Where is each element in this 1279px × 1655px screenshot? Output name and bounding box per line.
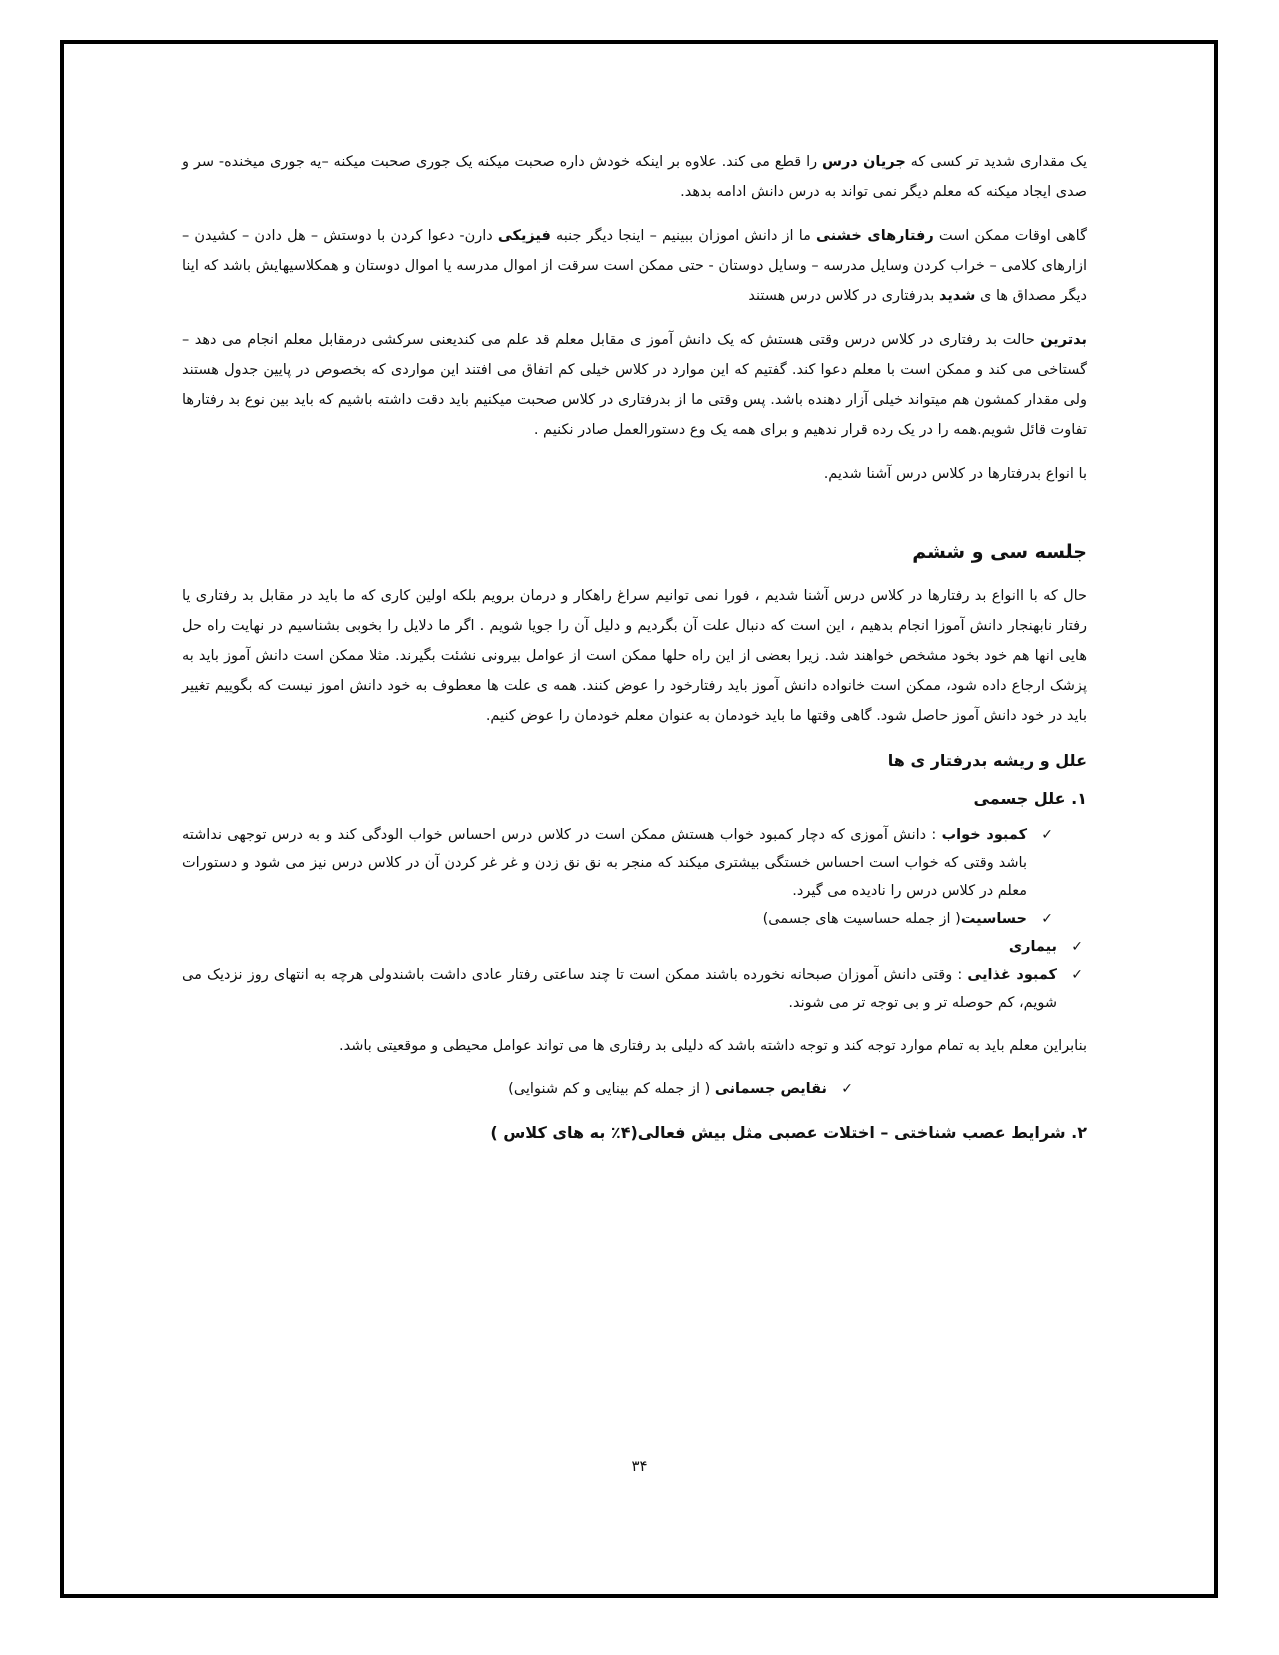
- bold-term: بدترین: [1040, 332, 1087, 348]
- text: دارن- دعوا کردن با دوستش – هل دادن – کشیدن – ازارهای کلامی – خراب کردن وسایل مدرسه – وسایل دوستان - حتی ممکن است سرقت از اموال مدرسه یا اموال دوستان و همکلاسیهایش باشد که اینا دیگر مصداق ها ی: [182, 228, 1087, 304]
- subheading-neuro: ۲. شرایط عصب شناختی – اختلات عصبی مثل بیش فعالی(۴٪ به های کلاس ): [490, 1123, 1087, 1142]
- bold-term: فیزیکی: [497, 228, 551, 244]
- paragraph-4: با انواع بدرفتارها در کلاس درس آشنا شدیم.: [823, 466, 1087, 482]
- subheading-physical: ۱. علل جسمی: [973, 789, 1087, 808]
- text: گاهی اوقات ممکن است: [933, 228, 1087, 244]
- bullet-list-deficits: [182, 1075, 1087, 1103]
- paragraph-3: [182, 325, 1087, 445]
- paragraph-6: بنابراین معلم باید به تمام موارد توجه کند و توجه داشته باشد که دلیلی بد رفتاری ها می تواند عوامل محیطی و موقعیتی باشد.: [339, 1038, 1087, 1054]
- list-item: [182, 933, 1087, 961]
- paragraph-2: [182, 221, 1087, 311]
- text: بدرفتاری در کلاس درس هستند: [748, 288, 939, 304]
- list-item: [182, 905, 1087, 933]
- bold-term: رفتارهای خشنی: [816, 228, 934, 244]
- list-item: [182, 961, 1087, 1017]
- text: حالت بد رفتاری در کلاس درس وقتی هستش که یک دانش آموز ی مقابل معلم قد علم می کندیعنی سرکشی درمقابل معلم انجام می دهد – گستاخی می کند و ممکن است با معلم دعوا کند. گفتیم که این موارد در کلاس خیلی کم اتفاق می افتند این مواردی که بخصوص در پایین جدول هستند ولی مقدار کمشون هم میتواند خیلی آزار دهنده باشد. پس وقتی ما از بدرفتاری در کلاس صحبت میکنیم باید دقت داشته باشیم که باید بین نوع بد رفتارها تفاوت قائل شویم.همه را در یک رده قرار ندهیم و برای همه یک وع دستورالعمل صادر نکنیم .: [182, 332, 1087, 438]
- text: ( از جمله کم بینایی و کم شنوایی): [508, 1081, 715, 1097]
- check-icon: ✓: [1041, 827, 1053, 843]
- subheading-causes: علل و ریشه بدرفتار ی ها: [887, 751, 1087, 770]
- text: ( از جمله حساسیت های جسمی): [762, 911, 961, 927]
- check-icon: ✓: [1071, 939, 1083, 955]
- bold-term: نقایص جسمانی: [714, 1081, 827, 1097]
- check-icon: ✓: [1041, 911, 1053, 927]
- paragraph-1: [182, 147, 1087, 207]
- page-number: ۳۴: [631, 1457, 648, 1475]
- bold-term: حساسیت: [960, 911, 1027, 927]
- section-heading: جلسه سی و ششم: [912, 541, 1087, 563]
- document-body: [182, 147, 1087, 1155]
- bold-term: کمبود خواب: [941, 827, 1028, 843]
- bullet-list-physical: [182, 821, 1087, 1017]
- paragraph-5: حال که با اانواع بد رفتارها در کلاس درس آشنا شدیم ، فورا نمی توانیم سراغ راهکار و درمان برویم بلکه اولین کاری که ما باید در مقابل بد رفتاری یا رفتار نابهنجار دانش آموزا انجام بدهیم ، این است که دنبال علت آن بگردیم و دلیل آن را جویا شویم . اگر ما دلایل را بخوبی بشناسیم در نهایت راه حل هایی انها هم خود بخود مشخص خواهند شد. زیرا بعضی از این راه حلها ممکن است از عوامل بیرونی نشئت بگیرند. مثلا ممکن است دانش آموز باید به پزشک ارجاع داده شود، ممکن است خانواده دانش آموز باید رفتارخود را عوض کنند. همه ی علت ها معطوف به خود دانش اموز نیست که بگوییم تغییر باید در خود دانش آموز حاصل شود. گاهی وقتها ما باید خودمان به عنوان معلم خودمان را عوض کنیم.: [182, 588, 1087, 724]
- check-icon: ✓: [841, 1081, 853, 1097]
- text: : دانش آموزی که دچار کمبود خواب هستش ممکن است در کلاس درس احساس خواب الودگی کند و به درس توجهی نداشته باشد وقتی که خواب است احساس خستگی بیشتری میکند که منجر به نق نق زدن و غر غر کردن آن در کلاس درس نیز می شود و دستورات معلم در کلاس درس را نادیده می گیرد.: [182, 827, 1027, 899]
- bold-term: بیماری: [1008, 939, 1057, 955]
- bold-term: جریان درس: [821, 154, 906, 170]
- text: یک مقداری شدید تر کسی که: [905, 154, 1087, 170]
- check-icon: ✓: [1071, 967, 1083, 983]
- bold-term: شدید: [938, 288, 976, 304]
- text: ما از دانش اموزان ببینیم – اینجا دیگر جنبه: [550, 228, 817, 244]
- text: : وقتی دانش آموزان صبحانه نخورده باشند ممکن است تا چند ساعتی رفتار عادی داشت باشندولی هرچه به انتهای روز نزدیک می شویم، کم حوصله تر و بی توجه تر می شوند.: [182, 967, 1057, 1011]
- bold-term: کمبود غذایی: [967, 967, 1057, 983]
- text: را قطع می کند. علاوه بر اینکه خودش داره صحبت میکنه یک جوری صحبت میکنه –یه جوری میخنده- سر و صدی ایجاد میکنه که معلم دیگر نمی تواند به درس دانش ادامه بدهد.: [182, 154, 1087, 200]
- list-item: [182, 821, 1087, 905]
- list-item: [182, 1075, 1087, 1103]
